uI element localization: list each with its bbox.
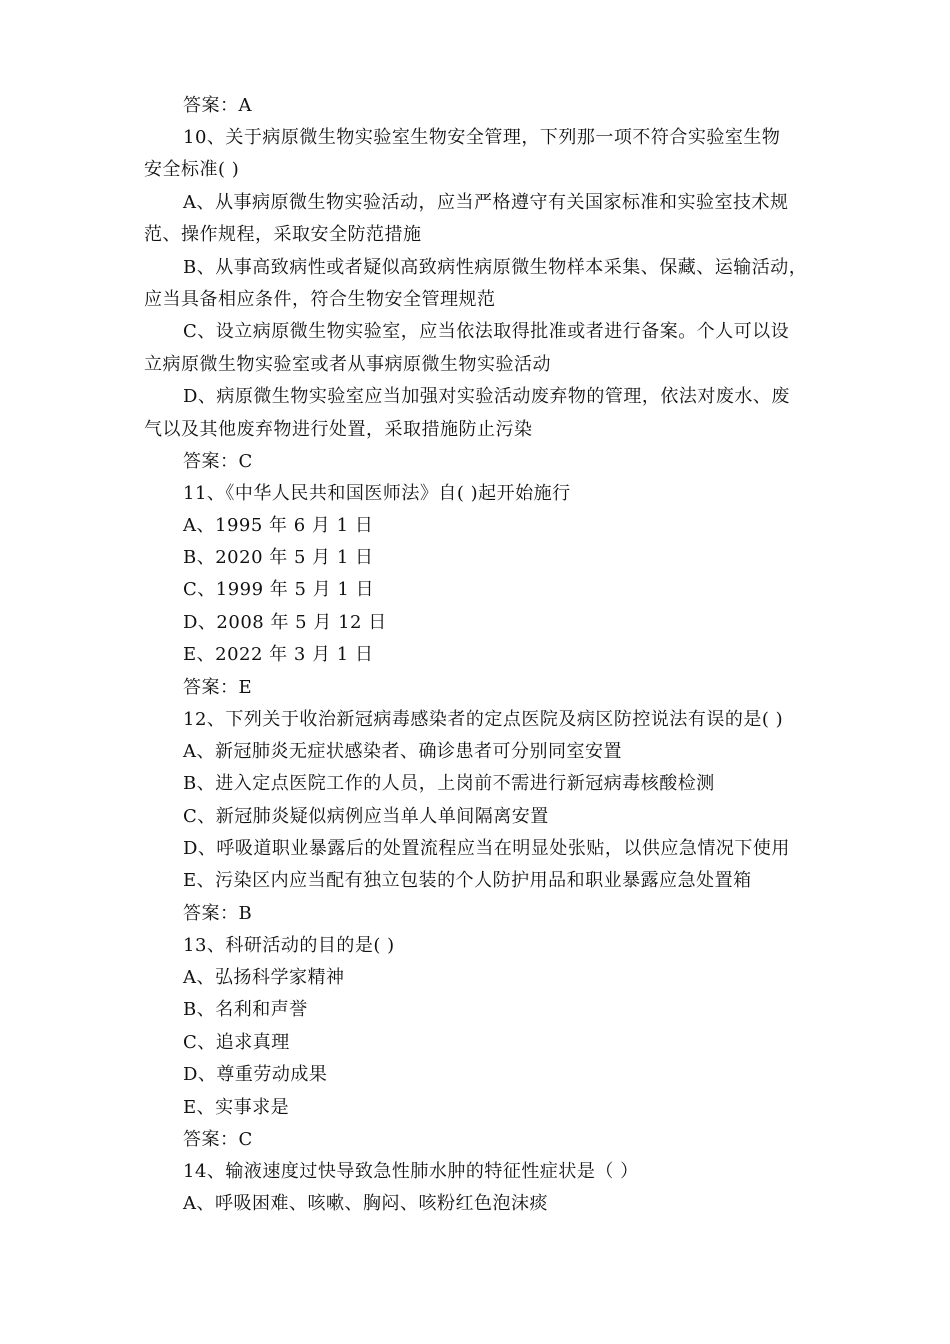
question-12: 12、下列关于收治新冠病毒感染者的定点医院及病区防控说法有误的是( ): [183, 709, 784, 730]
option-a: A、新冠肺炎无症状感染者、确诊患者可分别同室安置: [183, 741, 622, 762]
option-b: B、2020 年 5 月 1 日: [183, 547, 374, 568]
option-b: B、从事高致病性或者疑似高致病性病原微生物样本采集、保藏、运输活动，: [183, 257, 808, 278]
option-a: A、弘扬科学家精神: [183, 967, 345, 988]
option-e: E、实事求是: [183, 1097, 290, 1118]
option-d: D、2008 年 5 月 12 日: [183, 612, 387, 633]
option-a: A、从事病原微生物实验活动，应当严格遵守有关国家标准和实验室技术规: [183, 192, 789, 213]
question-14: 14、输液速度过快导致急性肺水肿的特征性症状是（ ）: [183, 1161, 639, 1182]
option-d: D、尊重劳动成果: [183, 1064, 328, 1085]
option-d-cont: 气以及其他废弃物进行处置，采取措施防止污染: [144, 419, 533, 440]
answer-line: 答案：B: [183, 903, 253, 924]
answer-line: 答案：A: [183, 95, 252, 116]
option-d: D、呼吸道职业暴露后的处置流程应当在明显处张贴，以供应急情况下使用: [183, 838, 790, 859]
option-a: A、1995 年 6 月 1 日: [183, 515, 374, 536]
option-c: C、追求真理: [183, 1032, 290, 1053]
option-d: D、病原微生物实验室应当加强对实验活动废弃物的管理，依法对废水、废: [183, 386, 790, 407]
question-13: 13、科研活动的目的是( ): [183, 935, 395, 956]
answer-line: 答案：C: [183, 1129, 253, 1150]
option-c: C、设立病原微生物实验室，应当依法取得批准或者进行备案。个人可以设: [183, 321, 790, 342]
question-11: 11、《中华人民共和国医师法》自( )起开始施行: [183, 483, 571, 504]
option-e: E、2022 年 3 月 1 日: [183, 644, 374, 665]
option-c: C、新冠肺炎疑似病例应当单人单间隔离安置: [183, 806, 549, 827]
answer-line: 答案：C: [183, 451, 253, 472]
question-10: 10、关于病原微生物实验室生物安全管理，下列那一项不符合实验室生物: [183, 127, 781, 148]
option-a-cont: 范、操作规程，采取安全防范措施: [144, 224, 422, 245]
option-c-cont: 立病原微生物实验室或者从事病原微生物实验活动: [144, 354, 551, 375]
option-b: B、进入定点医院工作的人员，上岗前不需进行新冠病毒核酸检测: [183, 773, 715, 794]
answer-line: 答案：E: [183, 677, 253, 698]
option-e: E、污染区内应当配有独立包装的个人防护用品和职业暴露应急处置箱: [183, 870, 752, 891]
option-c: C、1999 年 5 月 1 日: [183, 579, 375, 600]
option-b-cont: 应当具备相应条件，符合生物安全管理规范: [144, 289, 496, 310]
question-10-cont: 安全标准( ): [144, 159, 240, 180]
option-a: A、呼吸困难、咳嗽、胸闷、咳粉红色泡沫痰: [183, 1193, 548, 1214]
option-b: B、名利和声誉: [183, 999, 308, 1020]
